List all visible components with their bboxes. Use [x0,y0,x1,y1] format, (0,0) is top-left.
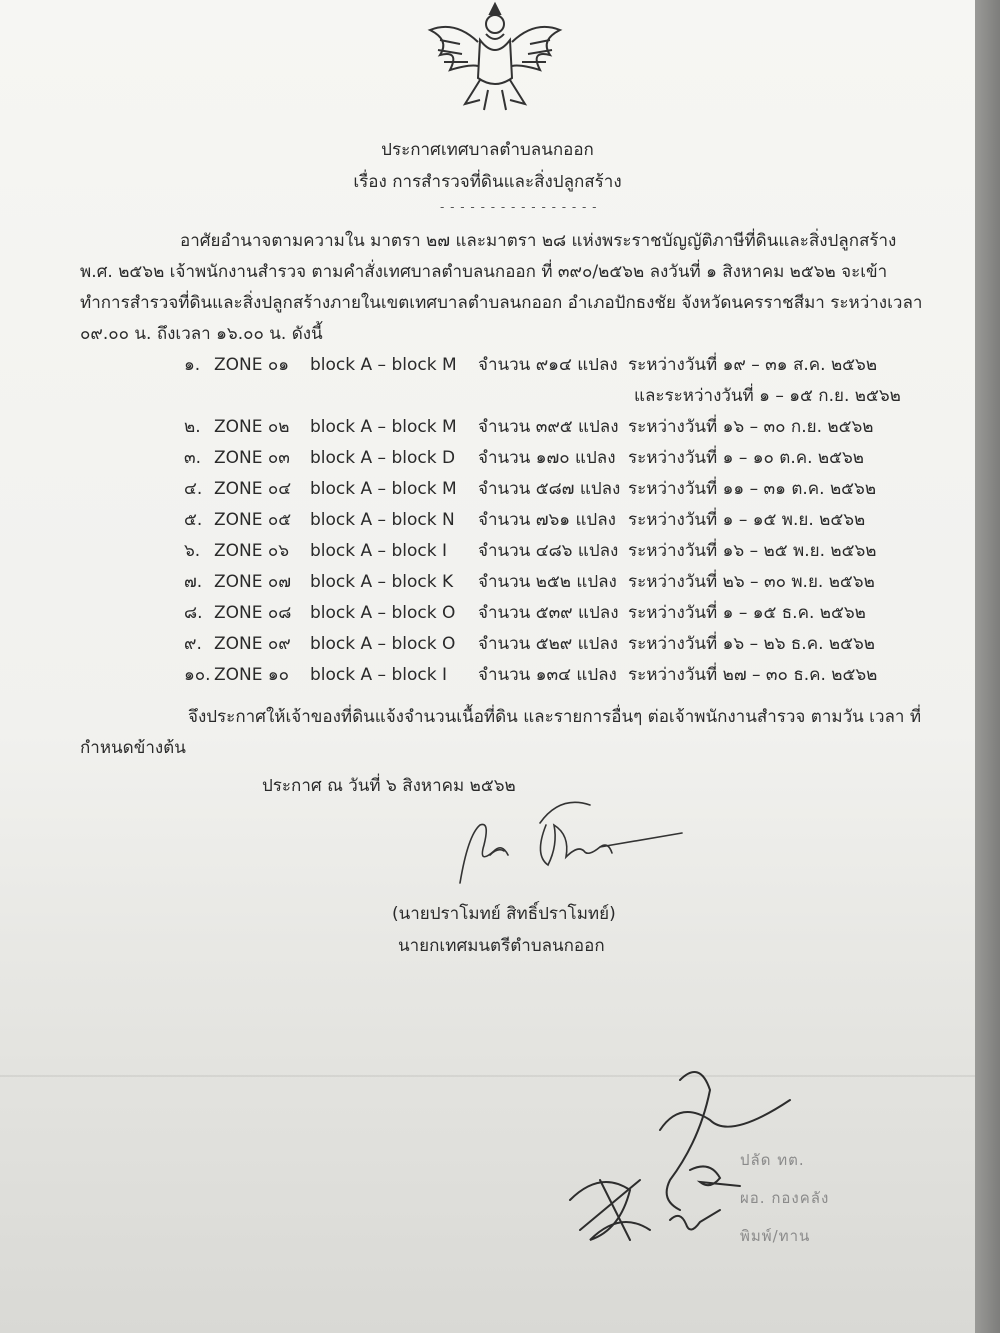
zone-name: ZONE ๐๙ [214,634,291,654]
intro-line: พ.ศ. ๒๕๖๒ เจ้าพนักงานสำรวจ ตามคำสั่งเทศบาลตำบลนกออก ที่ ๓๙๐/๒๕๖๒ ลงวันที่ ๑ สิงหาคม ๒๕๖๒ จะเข้า [80,262,888,282]
zone-name: ZONE ๐๖ [214,541,290,561]
stamp-text: ผอ. กองคลัง [740,1189,830,1207]
signatory-position: นายกเทศมนตรีตำบลนกออก [398,936,605,956]
zone-blocks: block A – block N [310,510,455,530]
intro-line: ทำการสำรวจที่ดินและสิ่งปลูกสร้างภายในเขตเทศบาลตำบลนกออก อำเภอปักธงชัย จังหวัดนครราชสีมา ระหว่างเวลา [80,293,923,313]
closing-line: จึงประกาศให้เจ้าของที่ดินแจ้งจำนวนเนื้อที่ดิน และรายการอื่นๆ ต่อเจ้าพนักงานสำรวจ ตามวัน เวลา ที่ [188,707,922,727]
background-edge [975,0,1000,1333]
zone-name: ZONE ๐๒ [214,417,290,437]
intro-line: ๐๙.๐๐ น. ถึงเวลา ๑๖.๐๐ น. ดังนี้ [80,324,323,344]
zone-parcel-count: จำนวน ๓๙๕ แปลง [478,417,619,437]
closing-line: กำหนดข้างต้น [80,738,186,758]
zone-name: ZONE ๐๑ [214,355,290,375]
zone-dates: ระหว่างวันที่ ๑๖ – ๒๖ ธ.ค. ๒๕๖๒ [628,634,875,654]
title-separator: - - - - - - - - - - - - - - - - [440,200,598,214]
zone-dates: ระหว่างวันที่ ๑๙ – ๓๑ ส.ค. ๒๕๖๒ [628,355,878,375]
zone-name: ZONE ๐๗ [214,572,292,592]
zone-number: ๑๐. [184,665,211,685]
zone-number: ๓. [184,448,202,468]
zone-name: ZONE ๑๐ [214,665,290,685]
zone-name: ZONE ๐๔ [214,479,292,499]
zone-dates: ระหว่างวันที่ ๑๑ – ๓๑ ต.ค. ๒๕๖๒ [628,479,877,499]
zone-parcel-count: จำนวน ๗๖๑ แปลง [478,510,616,530]
zone-number: ๒. [184,417,201,437]
zone-parcel-count: จำนวน ๔๘๖ แปลง [478,541,619,561]
zone-dates: ระหว่างวันที่ ๑ – ๑๐ ต.ค. ๒๕๖๒ [628,448,864,468]
zone-number: ๑. [184,355,201,375]
paper-fold [0,1075,975,1077]
signatory-name: (นายปราโมทย์ สิทธิ์ปราโมทย์) [392,904,616,924]
zone-blocks: block A – block I [310,665,447,685]
intro-paragraph [80,226,922,350]
zone-dates: ระหว่างวันที่ ๒๗ – ๓๐ ธ.ค. ๒๕๖๒ [628,665,878,685]
zone-blocks: block A – block O [310,634,456,654]
zone-dates: ระหว่างวันที่ ๒๖ – ๓๐ พ.ย. ๒๕๖๒ [628,572,875,592]
zone-blocks: block A – block M [310,355,457,375]
zone-number: ๖. [184,541,201,561]
announcement-date: ประกาศ ณ วันที่ ๖ สิงหาคม ๒๕๖๒ [262,776,516,796]
intro-line: อาศัยอำนาจตามความใน มาตรา ๒๗ และมาตรา ๒๘ แห่งพระราชบัญญัติภาษีที่ดินและสิ่งปลูกสร้าง [180,231,897,251]
zone-parcel-count: จำนวน ๒๕๒ แปลง [478,572,617,592]
mayor-signature-icon [450,795,690,895]
zone-number: ๔. [184,479,203,499]
zone-parcel-count: จำนวน ๙๑๔ แปลง [478,355,618,375]
zone-number: ๗. [184,572,203,592]
zone-blocks: block A – block K [310,572,454,592]
zone-blocks: block A – block M [310,479,457,499]
zone-number: ๙. [184,634,202,654]
zone-parcel-count: จำนวน ๕๘๗ แปลง [478,479,621,499]
zone-blocks: block A – block I [310,541,447,561]
zone-dates: ระหว่างวันที่ ๑ – ๑๕ พ.ย. ๒๕๖๒ [628,510,866,530]
closing-paragraph [80,702,921,764]
garuda-emblem-icon [420,0,570,118]
announcement-subject: เรื่อง การสำรวจที่ดินและสิ่งปลูกสร้าง [353,172,622,192]
zone-blocks: block A – block M [310,417,457,437]
zone-parcel-count: จำนวน ๕๓๙ แปลง [478,603,619,623]
zone-dates: ระหว่างวันที่ ๑ – ๑๕ ธ.ค. ๒๕๖๒ [628,603,866,623]
zone-name: ZONE ๐๕ [214,510,292,530]
stamp-text: พิมพ์/ทาน [740,1227,811,1245]
zone-number: ๕. [184,510,203,530]
zone-dates-extra: และระหว่างวันที่ ๑ – ๑๕ ก.ย. ๒๕๖๒ [634,386,901,406]
zone-blocks: block A – block D [310,448,456,468]
stamp-text: ปลัด ทต. [740,1151,805,1169]
announcement-title: ประกาศเทศบาลตำบลนกออก [381,140,594,160]
zone-dates: ระหว่างวันที่ ๑๖ – ๓๐ ก.ย. ๒๕๖๒ [628,417,874,437]
zone-blocks: block A – block O [310,603,456,623]
zone-parcel-count: จำนวน ๑๗๐ แปลง [478,448,616,468]
zone-parcel-count: จำนวน ๑๓๔ แปลง [478,665,617,685]
zone-name: ZONE ๐๘ [214,603,292,623]
zone-dates: ระหว่างวันที่ ๑๖ – ๒๕ พ.ย. ๒๕๖๒ [628,541,877,561]
zone-parcel-count: จำนวน ๕๒๙ แปลง [478,634,619,654]
zone-name: ZONE ๐๓ [214,448,290,468]
zone-number: ๘. [184,603,203,623]
